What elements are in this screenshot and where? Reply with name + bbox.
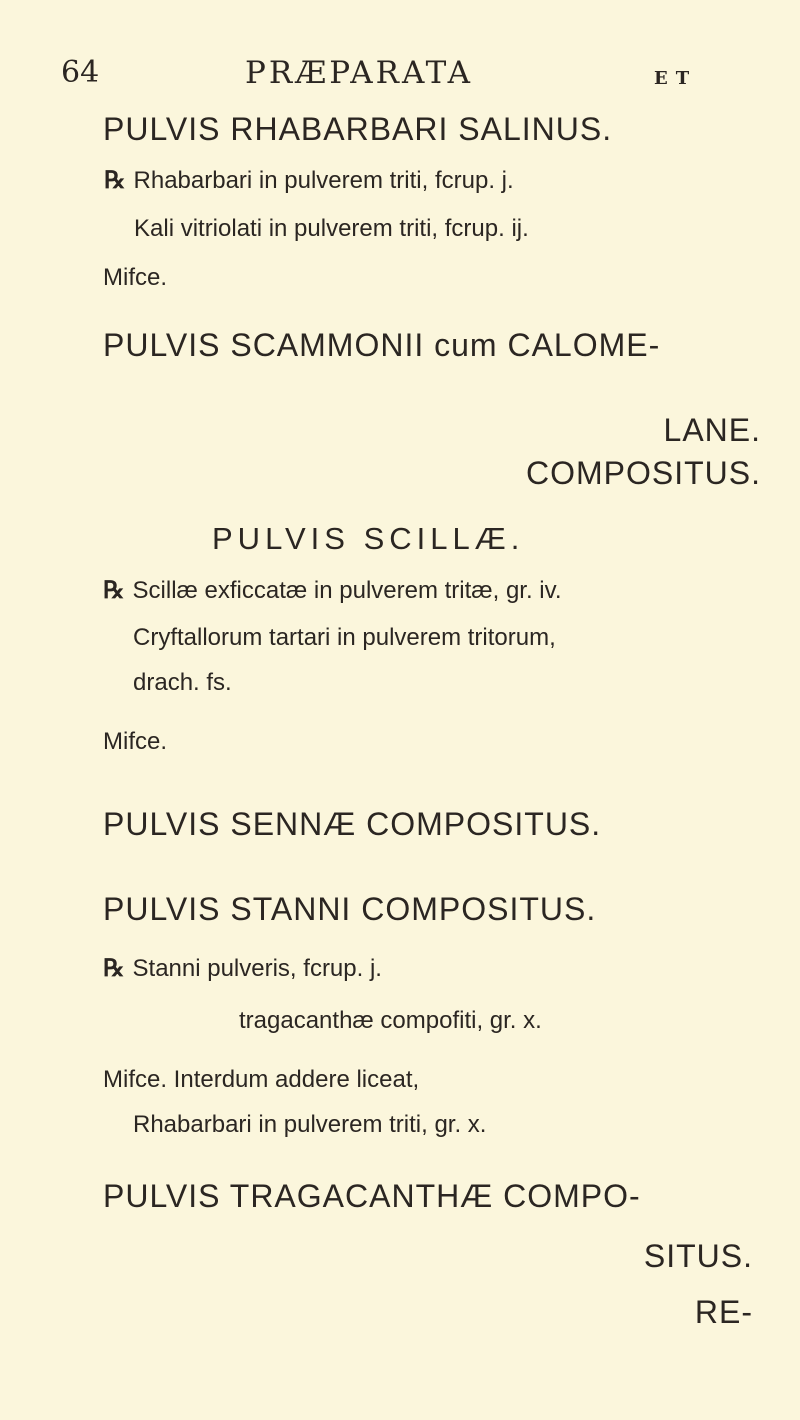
recipe-symbol-icon: ℞	[103, 575, 125, 604]
section-title-scammonii-continued: LANE.	[663, 412, 761, 448]
recipe-ingredient: Rhabarbari in pulverem triti, gr. x.	[133, 1111, 487, 1138]
page-number: 64	[61, 55, 100, 90]
recipe-symbol-icon: ℞	[104, 165, 126, 194]
section-title-tragacanthae: PULVIS TRAGACANTHÆ COMPO-	[103, 1178, 641, 1214]
recipe-ingredient: Stanni pulveris, fcrup. j.	[132, 955, 382, 982]
recipe-ingredient: Cryftallorum tartari in pulverem tritorum,	[133, 624, 556, 651]
recipe-symbol-icon: ℞	[103, 953, 125, 982]
section-title-tragacanthae-continued: SITUS.	[643, 1238, 753, 1274]
section-title-scammonii-compositus: COMPOSITUS.	[525, 455, 761, 491]
catchword: RE-	[694, 1294, 753, 1330]
recipe-instruction: Mifce. Interdum addere liceat,	[103, 1066, 420, 1093]
section-title-scillae: PULVIS SCILLÆ.	[212, 521, 525, 556]
recipe-ingredient: tragacanthæ compofiti, gr. x.	[239, 1007, 542, 1034]
recipe-line	[103, 575, 562, 604]
recipe-ingredient: Kali vitriolati in pulverem triti, fcrup. ij.	[134, 215, 529, 242]
running-title-small: ET	[654, 68, 698, 89]
recipe-ingredient: Rhabarbari in pulverem triti, fcrup. j.	[133, 167, 514, 194]
recipe-ingredient: Scillæ exficcatæ in pulverem tritæ, gr. iv.	[132, 577, 562, 604]
section-title-stanni: PULVIS STANNI COMPOSITUS.	[103, 891, 597, 927]
section-title-rhabarbari: PULVIS RHABARBARI SALINUS.	[103, 111, 613, 147]
running-title: PRÆPARATA	[245, 55, 474, 91]
recipe-line	[103, 953, 382, 982]
recipe-quantity: drach. fs.	[133, 669, 232, 696]
recipe-instruction: Mifce.	[103, 728, 168, 755]
section-title-scammonii: PULVIS SCAMMONII cum CALOME-	[103, 327, 661, 363]
recipe-line	[104, 165, 514, 194]
section-title-sennae: PULVIS SENNÆ COMPOSITUS.	[103, 806, 602, 842]
recipe-instruction: Mifce.	[103, 264, 168, 291]
